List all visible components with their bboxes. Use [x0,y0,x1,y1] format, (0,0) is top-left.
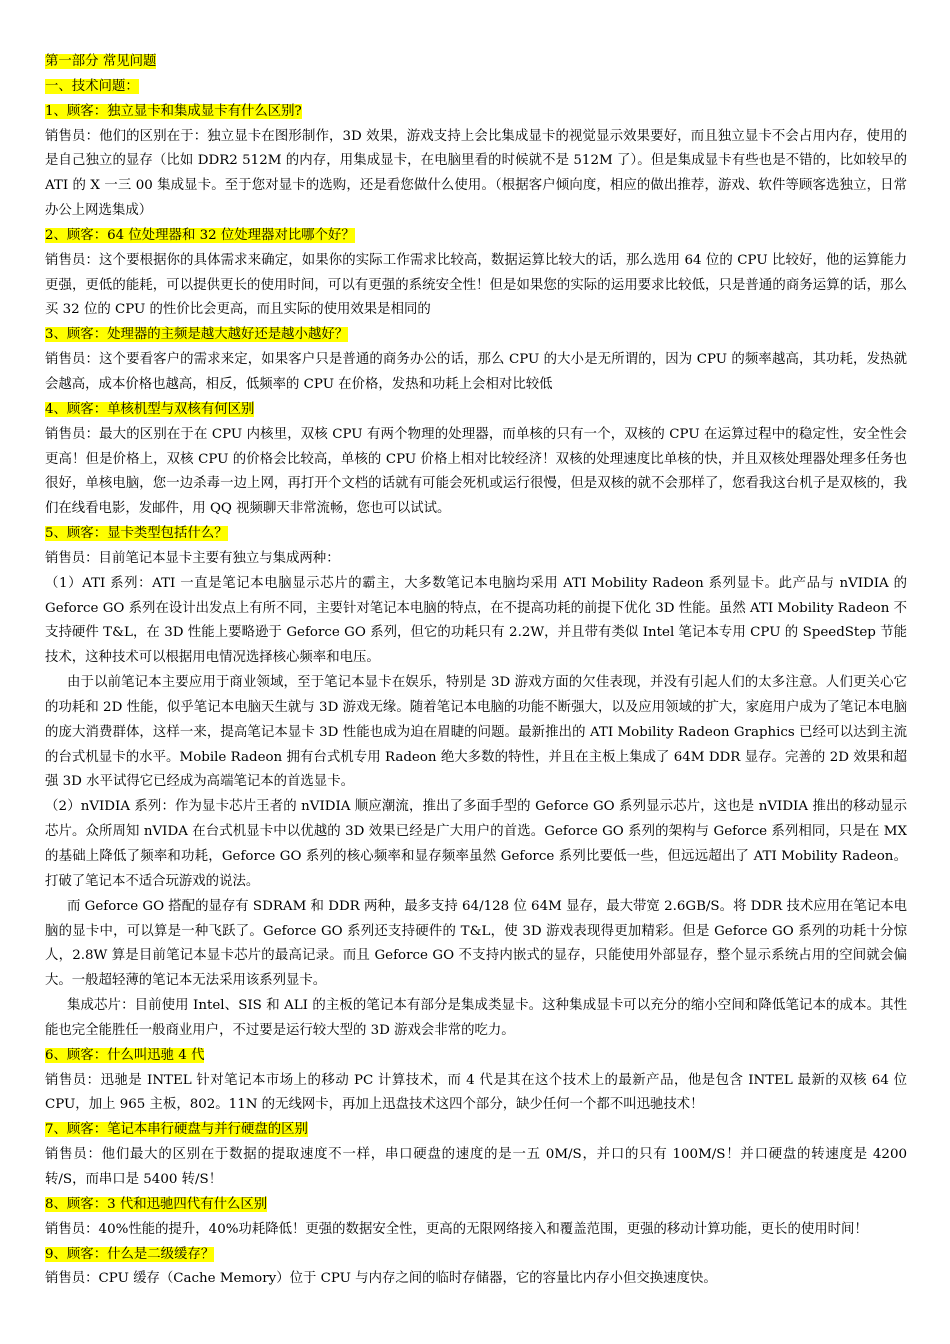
answer-6: 销售员：迅驰是 INTEL 针对笔记本市场上的移动 PC 计算技术，而 4 代是其在这个技术上的最新产品，他是包含 INTEL 最新的双核 64 位 CPU，加上 965 主板，802。11N 的无线网卡，再加上迅盘技术这四个部分，缺少任何一个都不叫迅驰技术！ [45,1072,907,1113]
answer-5-ati-background: 由于以前笔记本主要应用于商业领域，至于笔记本显卡在娱乐，特别是 3D 游戏方面的欠佳表现，并没有引起人们的太多注意。人们更关心它的功耗和 2D 性能，似乎笔记本电脑天生就与 3D 游戏无缘。随着笔记本电脑的功能不断强大，以及应用领域的扩大，家庭用户成为了笔记本电脑的庞大消费群体，这样一来，提高笔记本显卡 3D 性能也成为迫在眉睫的问题。最新推出的 ATI Mobility Radeon Graphics 已经可以达到主流的台式机显卡的水平。Mobile Radeon 拥有台式机专用 Radeon 绝大多数的特性，并且在主板上集成了 64M DDR 显存。完善的 2D 效果和超强 3D 水平试得它已经成为高端笔记本的首选显卡。 [45,675,907,790]
answer-5-nvidia-memory: 而 Geforce GO 搭配的显存有 SDRAM 和 DDR 两种，最多支持 64/128 位 64M 显存，最大带宽 2.6GB/S。将 DDR 技术应用在笔记本电脑的显卡中，可以算是一种飞跃了。Geforce GO 系列还支持硬件的 T&L，使 3D 游戏表现得更加精彩。但是 Geforce GO 系列的功耗十分惊人，2.8W 算是目前笔记本显卡芯片的最高记录。而且 Geforce GO 不支持内嵌式的显存，只能使用外部显存，整个显示系统占用的空间就会偏大。一般超轻薄的笔记本无法采用该系列显卡。 [45,898,907,989]
section-heading: 一、技术问题： [45,78,139,94]
question-5: 5、顾客：显卡类型包括什么？ [45,526,228,542]
question-2: 2、顾客：64 位处理器和 32 位处理器对比哪个好？ [45,227,355,243]
answer-5-ati-series: （1）ATI 系列：ATI 一直是笔记本电脑显示芯片的霸主，大多数笔记本电脑均采用 ATI Mobility Radeon 系列显卡。此产品与 nVIDIA 的 Geforce GO 系列在设计出发点上有所不同，主要针对笔记本电脑的特点，在不提高功耗的前提下优化 3D 性能。虽然 ATI Mobility Radeon 不支持硬件 T&L，在 3D 性能上要略逊于 Geforce GO 系列，但它的功耗只有 2.2W，并且带有类似 Intel 笔记本专用 CPU 的 SpeedStep 节能技术，这种技术可以根据用电情况选择核心频率和电压。 [45,575,907,666]
answer-7: 销售员：他们最大的区别在于数据的提取速度不一样，串口硬盘的速度的是一五 0M/S，并口的只有 100M/S！并口硬盘的转速度是 4200 转/S，而串口是 5400 转/S！ [45,1147,907,1187]
question-6: 6、顾客：什么叫迅驰 4 代 [45,1047,205,1063]
answer-5-integrated-chip: 集成芯片：目前使用 Intel、SIS 和 ALI 的主板的笔记本有部分是集成类显卡。这种集成显卡可以充分的缩小空间和降低笔记本的成本。其性能也完全能胜任一般商业用户，不过要是运行较大型的 3D 游戏会非常的吃力。 [45,998,907,1038]
question-9: 9、顾客：什么是二级缓存？ [45,1246,215,1262]
answer-5: 销售员：目前笔记本显卡主要有独立与集成两种： [45,550,340,566]
question-4: 4、顾客：单核机型与双核有何区别 [45,401,255,417]
question-8: 8、顾客：3 代和迅驰四代有什么区别 [45,1196,268,1212]
answer-1: 销售员：他们的区别在于：独立显卡在图形制作，3D 效果，游戏支持上会比集成显卡的视觉显示效果要好，而且独立显卡不会占用内存，使用的是自己独立的显存（比如 DDR2 512M 的内存，用集成显卡，在电脑里看的时候就不是 512M 了）。但是集成显卡有些也是不错的，比如较早的 ATI 的 X 一三 00 集成显卡。至于您对显卡的选购，还是看您做什么使用。（根据客户倾向度，相应的做出推荐，游戏、软件等顾客选独立，日常办公上网选集成） [45,128,907,219]
answer-3: 销售员：这个要看客户的需求来定，如果客户只是普通的商务办公的话，那么 CPU 的大小是无所谓的，因为 CPU 的频率越高，其功耗，发热就会越高，成本价格也越高，相反，低频率的 CPU 在价格，发热和功耗上会相对比较低 [45,352,907,392]
document-title: 第一部分 常见问题 [45,54,157,69]
answer-5-nvidia-series: （2）nVIDIA 系列：作为显卡芯片王者的 nVIDIA 顺应潮流，推出了多面手型的 Geforce GO 系列显示芯片，这也是 nVIDIA 推出的移动显示芯片。众所周知 nVIDA 在台式机显卡中以优越的 3D 效果已经是广大用户的首选。Geforce GO 系列的架构与 Geforce 系列相同，只是在 MX 的基础上降低了频率和功耗，Geforce GO 系列的核心频率和显存频率虽然 Geforce 系列比要低一些，但远远超出了 ATI Mobility Radeon。打破了笔记本不适合玩游戏的说法。 [45,799,907,889]
document-page [45,50,907,1292]
answer-9: 销售员：CPU 缓存（Cache Memory）位于 CPU 与内存之间的临时存储器，它的容量比内存小但交换速度快。 [45,1271,717,1287]
answer-8: 销售员：40%性能的提升，40%功耗降低！更强的数据安全性，更高的无限网络接入和覆盖范围，更强的移动计算功能，更长的使用时间！ [45,1221,868,1237]
question-3: 3、顾客：处理器的主频是越大越好还是越小越好？ [45,327,349,343]
answer-2: 销售员：这个要根据你的具体需求来确定，如果你的实际工作需求比较高，数据运算比较大的话，那么选用 64 位的 CPU 比较好，他的运算能力更强，更低的能耗，可以提供更长的使用时间，可以有更强的系统安全性！但是如果您的实际的运用要求比较低，只是普通的商务运算的话，那么买 32 位的 CPU 的性价比会更高，而且实际的使用效果是相同的 [45,252,907,318]
answer-4: 销售员：最大的区别在于在 CPU 内核里，双核 CPU 有两个物理的处理器，而单核的只有一个，双核的 CPU 在运算过程中的稳定性，安全性会更高！但是价格上，双核 CPU 的价格会比较高，单核的 CPU 价格上相对比较经济！双核的处理速度比单核的快，并且双核处理器处理多任务也很好，单核电脑，您一边杀毒一边上网，再打开个文档的话就有可能会死机或运行很慢，但是双核的就不会那样了，您看我这台机子是双核的，我们在线看电影，发邮件，用 QQ 视频聊天非常流畅，您也可以试试。 [45,426,907,517]
question-1: 1、顾客：独立显卡和集成显卡有什么区别? [45,103,302,119]
question-7: 7、顾客：笔记本串行硬盘与并行硬盘的区别 [45,1122,308,1138]
